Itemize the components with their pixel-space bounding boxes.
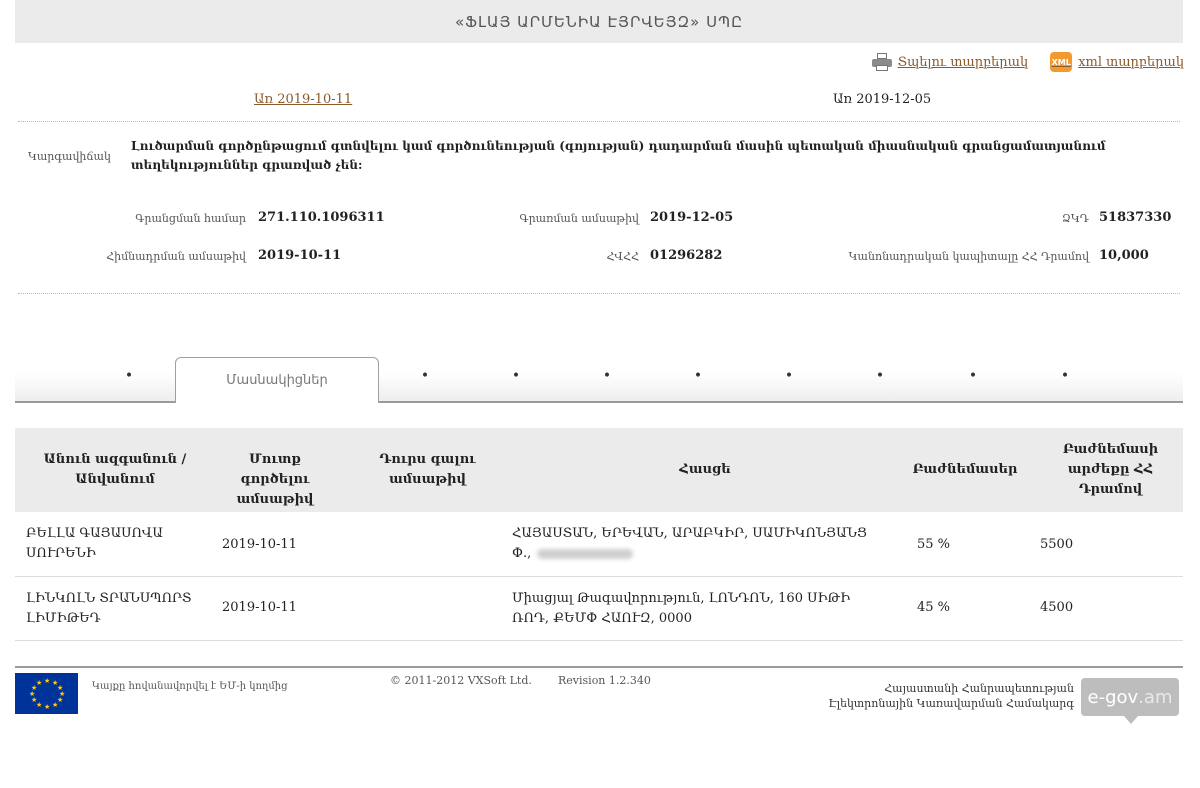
- previous-date-link[interactable]: Առ 2019-10-11: [254, 92, 353, 107]
- capital-label: Կանոնադրական կապիտալը ՀՀ Դրամով: [848, 250, 1089, 263]
- zkd-label: ՁԿԴ: [1061, 212, 1089, 225]
- tab-collapsed[interactable]: •: [875, 368, 885, 384]
- tab-collapsed[interactable]: •: [693, 368, 703, 384]
- reg-number-value: 271.110.1096311: [258, 210, 385, 225]
- status-label: Կարգավիճակ: [28, 150, 111, 163]
- tab-bar: [15, 357, 1183, 403]
- page-title: «ՖԼԱՅ ԱՐՄԵՆԻԱ ԷՅՐՎԵՅԶ» ՍՊԸ: [15, 0, 1183, 43]
- participant-share-value: 5500: [1040, 537, 1074, 552]
- participant-address: [512, 524, 872, 564]
- footer-divider: [15, 666, 1183, 668]
- founding-date-value: 2019-10-11: [258, 248, 342, 263]
- egov-logo-main: e-gov: [1087, 686, 1139, 708]
- status-text: Լուծարման գործընթացում գտնվելու կամ գործունեության (գոյության) դադարման մասին պետական միասնական գրանցամատյանում տեղեկություններ գրառված չեն:: [131, 139, 1106, 172]
- tab-collapsed[interactable]: •: [511, 368, 521, 384]
- gov-line-2: Էլեկտրոնային Կառավարման Համակարգ: [828, 697, 1074, 710]
- participant-entry-date: 2019-10-11: [222, 537, 297, 552]
- tab-collapsed[interactable]: •: [420, 368, 430, 384]
- print-version-link[interactable]: [872, 52, 1029, 72]
- row-divider: [15, 640, 1183, 641]
- header-name: Անուն ազգանուն / Անվանում: [43, 452, 187, 487]
- participant-shares: 55 %: [917, 537, 951, 552]
- capital-value: 10,000: [1099, 248, 1149, 263]
- reg-date-label: Գրառման ամսաթիվ: [519, 212, 639, 225]
- row-divider: [15, 576, 1183, 577]
- tab-participants[interactable]: Մասնակիցներ: [175, 357, 379, 403]
- participant-name: ԲԵԼԼԱ ԳԱՅԱՍՈՎԱ ՍՈՒՐԵՆԻ: [26, 526, 163, 561]
- revision: Revision 1.2.340: [558, 674, 651, 687]
- participants-table-header: [15, 428, 1183, 512]
- printer-icon: [872, 53, 892, 71]
- current-date: Առ 2019-12-05: [833, 92, 932, 107]
- export-actions: [872, 52, 1184, 72]
- participant-name: ԼԻՆԿՈԼՆ ՏՐԱՆՍՊՈՐՏ ԼԻՄԻԹԵԴ: [26, 591, 192, 626]
- participant-share-value: 4500: [1040, 600, 1074, 615]
- founding-date-label: Հիմնադրման ամսաթիվ: [106, 250, 246, 263]
- zkd-value: 51837330: [1099, 210, 1172, 225]
- header-entry-date: Մուտք գործելու ամսաթիվ: [236, 452, 314, 507]
- header-address: Հասցե: [679, 462, 731, 477]
- gov-line-1: Հայաստանի Հանրապետության: [884, 682, 1074, 695]
- participant-shares: 45 %: [917, 600, 951, 615]
- eu-sponsor-text: Կայքը հովանավորվել է ԵՄ-ի կողմից: [92, 681, 288, 692]
- participant-address-text: ՀԱՅԱՍՏԱՆ, ԵՐԵՎԱՆ, ԱՐԱԲԿԻՐ, ՍԱՄԻԿՈՆՅԱՆՑ Փ.,: [512, 526, 867, 561]
- redacted-text: [537, 549, 633, 559]
- eu-flag-icon: ★ ★ ★ ★ ★ ★ ★ ★ ★ ★ ★ ★: [15, 673, 78, 714]
- egov-logo-domain: .am: [1138, 686, 1173, 708]
- tab-collapsed[interactable]: •: [602, 368, 612, 384]
- tax-value: 01296282: [650, 248, 723, 263]
- header-shares: Բաժնեմասեր: [912, 462, 1018, 477]
- reg-number-label: Գրանցման համար: [135, 212, 246, 225]
- participant-entry-date: 2019-10-11: [222, 600, 297, 615]
- print-version-label: Տպելու տարբերակ: [897, 54, 1029, 70]
- copyright: © 2011-2012 VXSoft Ltd.: [390, 674, 532, 687]
- tab-collapsed[interactable]: •: [124, 368, 134, 384]
- header-share-value: Բաժնեմասի արժեքը ՀՀ Դրամով: [1062, 442, 1159, 497]
- tab-collapsed[interactable]: •: [784, 368, 794, 384]
- xml-version-link[interactable]: [1050, 52, 1184, 72]
- participant-address: Միացյալ Թագավորություն, ԼՈՆԴՈՆ, 160 ՍԻԹԻ ՌՈԴ, ՔԵՄՓ ՀԱՈՒԶ, 0000: [512, 591, 851, 626]
- egov-logo-tail: [1124, 716, 1138, 724]
- xml-icon: XML: [1050, 52, 1072, 72]
- header-exit-date: Դուրս գալու ամսաթիվ: [379, 452, 476, 487]
- reg-date-value: 2019-12-05: [650, 210, 734, 225]
- tax-label: ՀՎՀՀ: [606, 250, 639, 263]
- egov-logo[interactable]: [1081, 678, 1179, 716]
- tab-collapsed[interactable]: •: [1060, 368, 1070, 384]
- tab-collapsed[interactable]: •: [968, 368, 978, 384]
- xml-version-label: xml տարբերակ: [1078, 54, 1184, 70]
- divider: [18, 293, 1180, 294]
- divider: [18, 121, 1180, 122]
